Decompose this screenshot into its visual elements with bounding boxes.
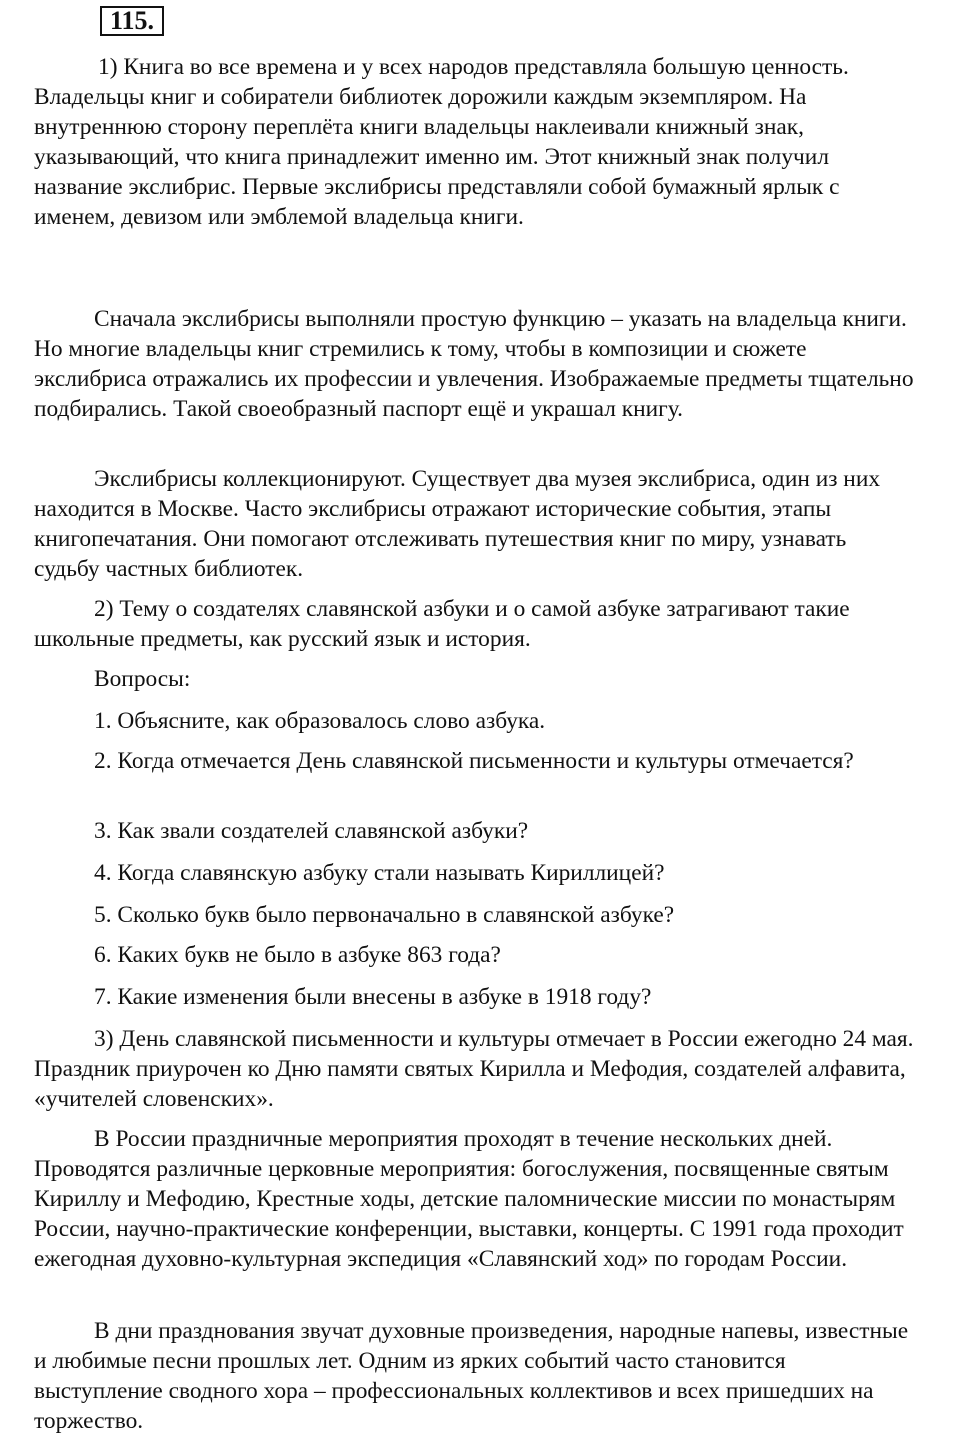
paragraph-ex-libris-collecting: Экслибрисы коллекционируют. Существует два музея экслибриса, один из них находится в Москве. Часто экслибрисы отражают исторические события, этапы книгопечатания. Они помогают отслеживать путешествия книг по миру, узнавать судьбу частных библиотек. xyxy=(34,466,881,582)
paragraph-celebrations: В России праздничные мероприятия проходят в течение нескольких дней. Проводятся различные церковные мероприятия: богослужения, посвященные святым Кириллу и Мефодию, Крестные ходы, детские паломнические миссии по монастырям России, научно-практические конференции, выставки, концерты. С 1991 года проходит ежегодная духовно-культурная экспедиция «Славянский ход» по городам России. xyxy=(34,1126,904,1272)
paragraph-slavic-day: 3) День славянской письменности и культуры отмечает в России ежегодно 24 мая. Праздник приурочен ко Дню памяти святых Кирилла и Мефодия, создателей алфавита, «учителей словенских». xyxy=(34,1026,914,1112)
question-2: 2. Когда отмечается День славянской письменности и культуры отмечается? xyxy=(94,748,854,774)
question-4: 4. Когда славянскую азбуку стали называть Кириллицей? xyxy=(94,860,665,886)
paragraph-ex-libris-intro: 1) Книга во все времена и у всех народов представляла большую ценность. Владельцы книг и собиратели библиотек дорожили каждым экземпляром. На внутреннюю сторону переплёта книги владельцы наклеивали книжный знак, указывающий, что книга принадлежит именно им. Этот книжный знак получил название экслибрис. Первые экслибрисы представляли собой бумажный ярлык с именем, девизом или эмблемой владельца книги. xyxy=(34,54,849,230)
paragraph-ex-libris-function: Сначала экслибрисы выполняли простую функцию – указать на владельца книги. Но многие владельцы книг стремились к тому, чтобы в композиции и сюжете экслибриса отражались их профессии и увлечения. Изображаемые предметы тщательно подбирались. Такой своеобразный паспорт ещё и украшал книгу. xyxy=(34,306,914,422)
paragraph-alphabet-subjects: 2) Тему о создателях славянской азбуки и о самой азбуке затрагивают такие школьные предметы, как русский язык и история. xyxy=(34,596,850,652)
question-5: 5. Сколько букв было первоначально в славянской азбуке? xyxy=(94,902,675,928)
question-6: 6. Каких букв не было в азбуке 863 года? xyxy=(94,942,501,968)
paragraph-music: В дни празднования звучат духовные произведения, народные напевы, известные и любимые песни прошлых лет. Одним из ярких событий часто становится выступление сводного хора – профессиональных коллективов и всех пришедших на торжество. xyxy=(34,1318,909,1434)
question-1: 1. Объясните, как образовалось слово азбука. xyxy=(94,708,546,734)
question-7: 7. Какие изменения были внесены в азбуке в 1918 году? xyxy=(94,984,652,1010)
exercise-number: 115. xyxy=(100,6,164,36)
questions-heading: Вопросы: xyxy=(94,666,191,692)
question-3: 3. Как звали создателей славянской азбуки? xyxy=(94,818,529,844)
